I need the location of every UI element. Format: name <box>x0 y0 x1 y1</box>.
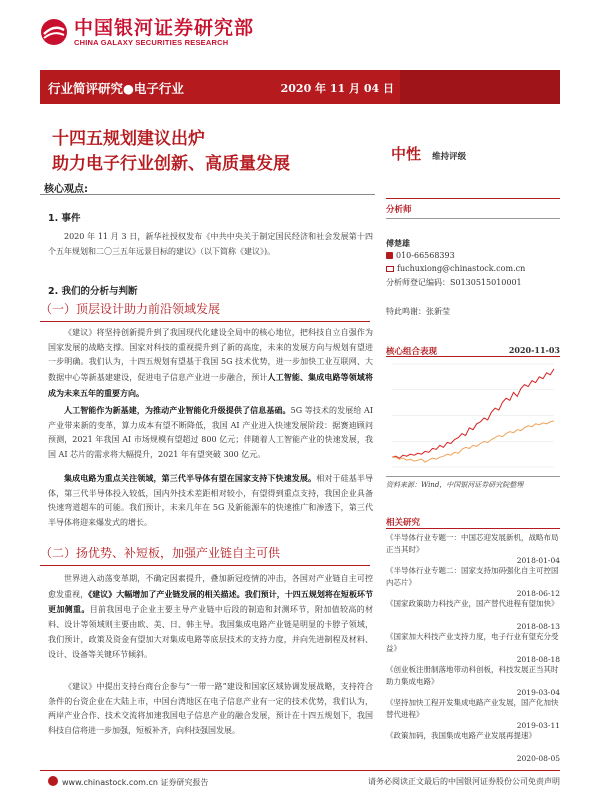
analyst-phone-row <box>386 251 566 260</box>
sub2-paragraph-2: 《建议》中提出支持台商台企参与“一带一路”建设和国家区域协调发展战略，支持符合条件的台资企业在大陆上市，中国台湾地区在电子信息产业有一定的技术优势，我们认为，两岸产业合作、技术交流将加速我国电子信息产业的融合发展，预计在十四五规划下，我国科技自信将进一步加强，短板补齐，向科技强国发展。 <box>48 682 373 736</box>
analyst-name: 傅楚雄 <box>386 238 410 248</box>
subsection-1-heading <box>40 300 370 322</box>
mail-icon <box>386 266 394 272</box>
report-title-line2: 助力电子行业创新、高质量发展 <box>52 154 290 174</box>
related-item[interactable]: 《国家政策助力科技产业，国产替代进程有望加快》 <box>386 599 559 608</box>
footer-divider <box>40 770 560 771</box>
sub1-paragraph-3 <box>48 471 373 531</box>
section-2-heading: 2. 我们的分析与判断 <box>48 286 138 297</box>
related-divider <box>386 528 560 529</box>
globe-icon <box>48 776 58 786</box>
chart-bottom-divider <box>386 476 560 477</box>
footer-website[interactable]: www.chinastock.com.cn 证券研究报告 <box>62 778 209 787</box>
analyst-top-divider <box>386 198 560 199</box>
related-item-date: 2018-06-12 <box>516 589 560 598</box>
galaxy-logo-icon <box>40 18 68 46</box>
section-1-heading: 1. 事件 <box>48 213 81 224</box>
related-item-date: 2018-01-04 <box>516 556 560 565</box>
analyst-divider <box>386 218 560 219</box>
sub2-p1-tail: 目前我国电子企业主要主导产业链中后段的制造和封测环节，附加值较高的材料、设计等领域则主要由欧、美、日、韩主导。我国集成电路产业链是明显的卡脖子领域，我们预计，政策及资金有望加大对集成电路等底层技术的支持力度，并向先进制程及材料、设计、设备等关键环节倾斜。 <box>48 605 374 659</box>
related-item[interactable]: 《政策加码，我国集成电路产业发展再提速》 <box>386 731 536 740</box>
related-item-date: 2019-03-11 <box>516 721 560 730</box>
sub1-paragraph-1 <box>48 326 373 402</box>
report-date: 2020 年 11 月 04 日 <box>280 82 394 95</box>
related-item-date: 2018-08-18 <box>516 655 560 664</box>
related-item[interactable]: 《半导体行业专题一：中国芯迎发展新机，战略布局正当其时》 <box>386 533 559 554</box>
chart-series-line-0 <box>392 369 554 458</box>
footer-left <box>48 776 209 788</box>
subsection-1-title: （一）顶层设计助力前沿领域发展 <box>40 302 221 316</box>
related-item[interactable]: 《创业板注册制落地带动科创板，科技发展正当其时助力集成电路》 <box>386 665 559 686</box>
subsection-1-underline <box>40 321 370 322</box>
banner-side-tab <box>400 70 560 104</box>
analyst-email[interactable]: fuchuxiong@chinastock.com.cn <box>397 264 526 273</box>
chart-date: 2020-11-03 <box>508 345 560 355</box>
analyst-heading: 分析师 <box>386 205 412 215</box>
related-item-date: 2018-08-13 <box>516 622 560 631</box>
sub2-p1-bold: 《建议》大幅增加了产业链发展的相关描述。我们预计，十四五规划将在短板环节更加侧重。 <box>48 588 373 615</box>
related-item-date: 2019-03-04 <box>516 688 560 697</box>
logo-chinese: 中国银河证券研究部 <box>74 16 255 39</box>
sub2-p1-text: 世界进入动荡变革期，不确定因素提升，叠加新冠疫情的冲击，各国对产业链自主可控愈发重视， <box>48 574 373 599</box>
phone-icon <box>386 252 393 259</box>
related-item[interactable]: 《国家加大科技产业支持力度，电子行业有望充分受益》 <box>386 632 559 653</box>
rating-sub: 维持评级 <box>432 152 467 162</box>
footer-disclaimer: 请务必阅读正文最后的中国银河证券股份公司免责声明 <box>368 777 560 786</box>
sub1-paragraph-2 <box>48 403 373 463</box>
related-heading: 相关研究 <box>386 518 421 528</box>
sub1-p3-bold: 集成电路为重点关注领域，第三代半导体有望在国家支持下快速发展。 <box>64 473 317 483</box>
sub1-p1-text: 《建议》将坚持创新提升到了我国现代化建设全局中的核心地位，把科技自立自强作为国家发展的战略支撑。国家对科技的重视提升到了新的高度，未来的发展方向与规划有望进一步明确。我们认为，十四五规划有望基于我国 5G 技术优势，进一步加快工业互联网、大数据中心等新基建建设，促进电子信息产业进一步融合，预计 <box>48 328 373 383</box>
performance-chart <box>386 358 560 473</box>
subsection-2-underline <box>40 565 370 566</box>
report-title-line1: 十四五规划建议出炉 <box>52 129 205 149</box>
section-1-paragraph: 2020 年 11 月 3 日，新华社授权发布《中共中央关于制定国民经济和社会发展第十四个五年规划和二〇三五年远景目标的建议》（以下简称《建议》)。 <box>48 232 373 256</box>
related-item-date: 2020-08-05 <box>516 754 560 763</box>
chart-title: 核心组合表现 <box>386 347 438 357</box>
subsection-2-title: （二）扬优势、补短板，加强产业链自主可供 <box>40 546 281 560</box>
sub1-p2-bold: 人工智能作为新基建，为推动产业智能化升级提供了信息基础。 <box>64 405 291 415</box>
rating-value: 中性 <box>391 145 422 163</box>
logo-english: CHINA GALAXY SECURITIES RESEARCH <box>74 37 229 47</box>
sub1-p1-bold: 人工智能、集成电路等领域将成为未来五年的重要方向。 <box>48 372 374 398</box>
report-category: 行业简评研究●电子行业 <box>48 81 184 96</box>
sub2-paragraph-1 <box>48 572 373 662</box>
analyst-cert: 分析师登记编码：S0130515010001 <box>386 278 522 287</box>
header-banner <box>40 70 560 104</box>
sub1-p3-text: 相对于硅基半导体，第三代半导体投入较低，国内外技术差距相对较小，有望得到重点支持，我国企业具备快速弯道超车的可能。我们预计，未来几年在 5G 及新能源车的快速推广和渗透下，第三代半导体将迎来爆发式的增长。 <box>48 474 373 528</box>
key-points-label: 核心观点: <box>44 184 88 195</box>
contributor: 特此鸣谢：张新莹 <box>386 307 450 316</box>
related-item[interactable]: 《半导体行业专题二：国家支持加码强化自主可控国内芯片》 <box>386 566 559 587</box>
chart-divider <box>386 356 560 357</box>
rating-block <box>391 143 466 164</box>
analyst-email-row <box>386 264 566 273</box>
company-logo <box>40 14 254 50</box>
key-points-divider <box>40 194 375 195</box>
related-item[interactable]: 《坚持加快工程开发集成电路产业发展，国产化加快替代进程》 <box>386 698 559 719</box>
sub1-p2-text: 5G 等技术的发展给 AI 产业带来新的变革，算力成本有望不断降低，我国 AI 产业进入快速发展阶段：据赛迪顾问预测，2021 年我国 AI 市场规模有望超过 800 亿元；伴随着人工智能产业的快速发展，我国 AI 芯片的需求将大幅提升，2021 年有望突破 300 亿元。 <box>48 406 373 460</box>
analyst-phone: 010-66568393 <box>396 251 455 260</box>
chart-source: 资料来源：Wind，中国银河证券研究院整理 <box>386 481 524 489</box>
subsection-2-heading <box>40 544 370 566</box>
